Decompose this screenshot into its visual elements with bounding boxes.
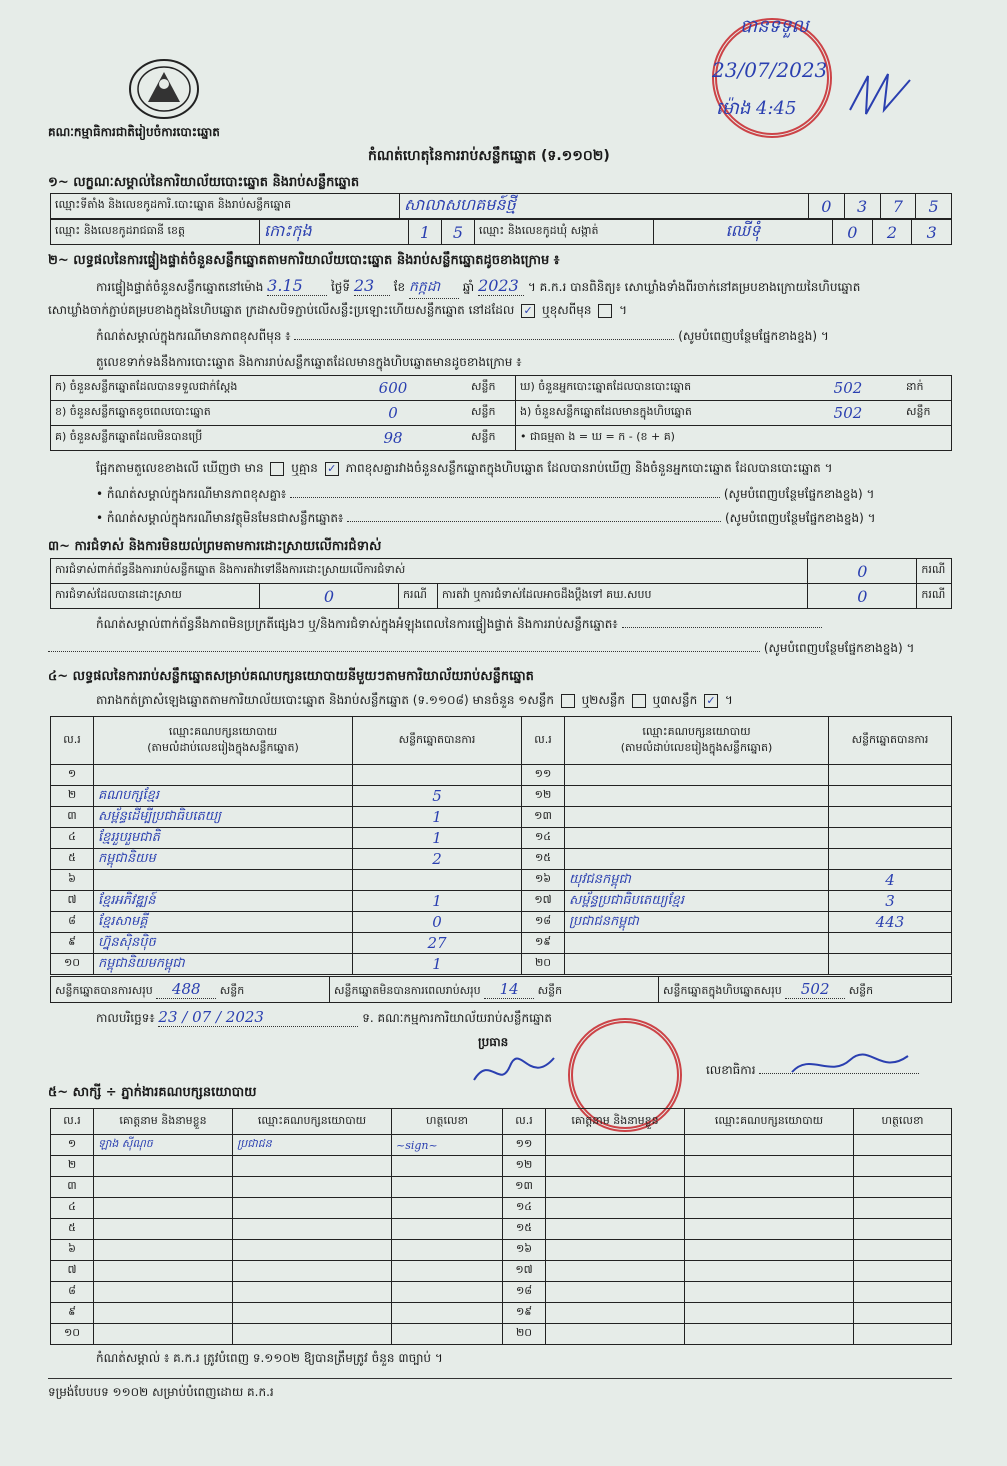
received-date: 23/07/2023: [712, 58, 828, 82]
s5-row-party-right: [685, 1219, 854, 1240]
s2-left-value-1: 0: [319, 401, 467, 426]
section1-table-row2: [50, 219, 952, 245]
s5-row-party-right: [685, 1324, 854, 1345]
s2-line2: សោឃ្លាំងចាក់ភ្ជាប់គម្របខាងក្នុងនៃហិបឆ្នោត ក្រដាសបិទភ្ជាប់លើសន្លឹះប្រឡោះហើយសន្លឹកឆ្នោត នៅដដែល ✓ ឬខុសពីមុន ។: [48, 303, 628, 317]
s5-table-row: [51, 1135, 952, 1156]
s4-row-party: ហ្វ៊ុនស៊ិនប៉ិច: [94, 933, 353, 954]
form-title: កំណត់ហេតុនៃការរាប់សន្លឹកឆ្នោត (ទ.១១០២): [368, 148, 610, 164]
chair-signature: [470, 1050, 560, 1099]
s5-row-no-right: ២០: [503, 1324, 546, 1345]
s4-total-box-cell: សន្លឹកឆ្នោតក្នុងហិបឆ្នោតសរុប 502 សន្លឹក: [659, 977, 952, 1003]
s4-total-invalid-cell: សន្លឹកឆ្នោតមិនបានការពេលរាប់សរុប 14 សន្លឹក: [330, 977, 659, 1003]
s5-row-sign-right: [854, 1282, 952, 1303]
s3-row1-unit: ករណី: [917, 559, 952, 584]
s4-row-no: ៥: [51, 849, 94, 870]
s5-table-row: [51, 1261, 952, 1282]
s5-table-row: [51, 1219, 952, 1240]
s3-row2-label: ការជំទាស់ដែលបានដោះស្រាយ: [51, 584, 260, 609]
s5-row-sign: [392, 1156, 503, 1177]
three-sheet-checkbox[interactable]: ✓: [704, 694, 718, 708]
s5-row-name-right: [546, 1219, 685, 1240]
s5-row-name: [94, 1261, 233, 1282]
s4-row-votes: 1: [353, 954, 522, 975]
s2-right-label-1: ង) ចំនួនសន្លឹកឆ្នោតដែលមានក្នុងហិបឆ្នោត: [516, 401, 795, 426]
s5-row-sign-right: [854, 1198, 952, 1219]
s5-table-row: [51, 1282, 952, 1303]
s3-row2b-label: ការតវ៉ា ឬការជំទាស់ដែលអាចដឹងប្តឹងទៅ គឃ.សបប: [438, 584, 808, 609]
s4-row-party: ខ្មែររួបរួមជាតិ: [94, 828, 353, 849]
s4-row-party: [94, 870, 353, 891]
s4-row-votes: [353, 870, 522, 891]
s4-col-votes-right: សន្លឹកឆ្នោតបានការ: [829, 717, 952, 765]
s1-row1-code-0: 0: [809, 194, 845, 219]
s5-row-name-right: [546, 1135, 685, 1156]
nec-logo: [128, 58, 200, 120]
s4-row-party: សម្ព័ន្ធដើម្បីប្រជាធិបតេយ្យ: [94, 807, 353, 828]
section3-title: ៣~ ការជំទាស់ និងការមិនយល់ព្រមតាមការដោះស្រាយលើការជំទាស់: [48, 539, 382, 554]
s5-row-no: ៦: [51, 1240, 94, 1261]
s5-header-row: [51, 1109, 952, 1135]
s1-row2-commune-value: ឈើទុំ: [654, 220, 833, 245]
s4-row-votes-right: [829, 849, 952, 870]
s5-row-no: ៨: [51, 1282, 94, 1303]
s2-right-value-0: 502: [794, 376, 902, 401]
s5-witness-table: [50, 1108, 952, 1345]
s2-left-value-2: 98: [319, 426, 467, 451]
s5-row-party: [233, 1240, 392, 1261]
s4-row-no-right: ២០: [522, 954, 565, 975]
s5-col-party: ឈ្មោះគណបក្សនយោបាយ: [233, 1109, 392, 1135]
s5-table-row: [51, 1324, 952, 1345]
s5-row-no: ២: [51, 1156, 94, 1177]
s4-results-table: [50, 716, 952, 975]
s5-row-party: ប្រជាជន: [233, 1135, 392, 1156]
s3-row2-unit: ករណី: [399, 584, 438, 609]
s1-row1-code-1: 3: [844, 194, 880, 219]
received-signature: [848, 70, 918, 123]
s4-row-no-right: ១៨: [522, 912, 565, 933]
s4-row-party-right: [565, 849, 829, 870]
s4-totals: [50, 976, 952, 1003]
s4-col-votes: សន្លឹកឆ្នោតបានការ: [353, 717, 522, 765]
s4-row-no: ១០: [51, 954, 94, 975]
s2-bullet1: • កំណត់សម្គាល់ក្នុងករណីមានភាពខុសគ្នា៖ (សូមបំពេញបន្ថែមផ្នែកខាងខ្នង) ។: [96, 487, 875, 501]
s4-row-votes: 0: [353, 912, 522, 933]
s5-row-name: [94, 1324, 233, 1345]
s4-row-party: កម្ពុជានិយមកម្ពុជា: [94, 954, 353, 975]
s5-row-no: ៩: [51, 1303, 94, 1324]
s4-row-no: ៧: [51, 891, 94, 912]
s5-table-row: [51, 1198, 952, 1219]
s5-row-sign: [392, 1324, 503, 1345]
s3-row2-value: 0: [260, 584, 399, 609]
s5-row-name: [94, 1219, 233, 1240]
s5-row-sign: ~sign~: [392, 1135, 503, 1156]
s4-row-votes-right: 443: [829, 912, 952, 933]
s4-header-row: [51, 717, 952, 765]
s4-table-row: [51, 870, 952, 891]
s1-row2-code-1: 5: [442, 220, 475, 245]
s2-left-unit-1: សន្លឹក: [467, 401, 516, 426]
s4-row-votes-right: [829, 828, 952, 849]
s5-table-row: [51, 1156, 952, 1177]
s2-row-1: [51, 401, 952, 426]
s5-row-sign-right: [854, 1240, 952, 1261]
s4-row-party: កម្ពុជានិយម: [94, 849, 353, 870]
s5-row-sign: [392, 1177, 503, 1198]
s5-row-sign-right: [854, 1135, 952, 1156]
s5-col-sign-right: ហត្ថលេខា: [854, 1109, 952, 1135]
s4-table-row: [51, 912, 952, 933]
s4-intro: តារាងកត់ត្រាសំឡេងឆ្នោតតាមការិយាល័យបោះឆ្នោត និងរាប់សន្លឹកឆ្នោត (ទ.១១០៨) មានចំនួន ១សន្លឹក ឬ២សន្លឹក ឬ៣សន្លឹក ✓ ។: [96, 693, 733, 707]
s4-row-no-right: ១៦: [522, 870, 565, 891]
s2-right-unit-1: សន្លឹក: [902, 401, 952, 426]
s5-row-name-right: [546, 1282, 685, 1303]
s5-col-no-right: ល.រ: [503, 1109, 546, 1135]
s1-row2-label: ឈ្មោះ និងលេខកូដរាជធានី ខេត្ត: [51, 220, 260, 245]
s2-left-label-0: ក) ចំនួនសន្លឹកឆ្នោតដែលបានទទួលជាក់ស្តែង: [51, 376, 320, 401]
s4-row-party-right: [565, 786, 829, 807]
s5-row-party-right: [685, 1135, 854, 1156]
s3-note-fill: (សូមបំពេញបន្ថែមផ្នែកខាងខ្នង) ។: [48, 640, 914, 658]
s4-row-votes: 2: [353, 849, 522, 870]
s4-col-no: ល.រ: [51, 717, 94, 765]
s5-table-row: [51, 1177, 952, 1198]
has-difference-checkbox[interactable]: [270, 462, 284, 476]
secretary-signature: [790, 1050, 910, 1083]
s1-row2-commune-label: ឈ្មោះ និងលេខកូដឃុំ សង្កាត់: [475, 220, 654, 245]
s2-row-0: [51, 376, 952, 401]
s3-row1-value: 0: [808, 559, 917, 584]
s5-row-name-right: [546, 1156, 685, 1177]
s4-table-row: [51, 891, 952, 912]
s2-note-line: កំណត់សម្គាល់ក្នុងករណីមានភាពខុសពីមុន ៖ (សូមបំពេញបន្ថែមផ្នែកខាងខ្នង) ។: [96, 329, 829, 343]
chair-label: ប្រធាន: [478, 1035, 509, 1049]
s4-row-votes: [353, 765, 522, 786]
s5-row-name-right: [546, 1324, 685, 1345]
s4-table-row: [51, 849, 952, 870]
s2-bullet2: • កំណត់សម្គាល់ក្នុងករណីមានវត្ថុមិនមែនជាសន្លឹកឆ្នោត៖ (សូមបំពេញបន្ថែមផ្នែកខាងខ្នង) ។: [96, 511, 876, 525]
section1-table: [50, 193, 952, 219]
s2-left-unit-0: សន្លឹក: [467, 376, 516, 401]
s4-row-no: ៣: [51, 807, 94, 828]
s2-left-value-0: 600: [319, 376, 467, 401]
s4-row-no-right: ១១: [522, 765, 565, 786]
s2-right-label-0: ឃ) ចំនួនអ្នកបោះឆ្នោតដែលបានបោះឆ្នោត: [516, 376, 795, 401]
s4-row-votes-right: [829, 933, 952, 954]
s5-row-party-right: [685, 1156, 854, 1177]
s4-row-party: ខ្មែរអភិវឌ្ឍន៍: [94, 891, 353, 912]
s4-table-row: [51, 807, 952, 828]
s5-row-no-right: ១១: [503, 1135, 546, 1156]
s4-row-party-right: យុវជនកម្ពុជា: [565, 870, 829, 891]
s4-row-party-right: [565, 954, 829, 975]
s4-row-no-right: ១៥: [522, 849, 565, 870]
s5-row-party: [233, 1324, 392, 1345]
s5-row-sign-right: [854, 1156, 952, 1177]
received-time: ម៉ោង 4:45: [716, 98, 797, 119]
s4-row-votes-right: [829, 765, 952, 786]
s4-table-row: [51, 765, 952, 786]
s4-row-no-right: ១៧: [522, 891, 565, 912]
s3-row2b-unit: ករណី: [917, 584, 952, 609]
s2-left-unit-2: សន្លឹក: [467, 426, 516, 451]
s5-row-name: [94, 1198, 233, 1219]
s4-col-party-right: ឈ្មោះគណបក្សនយោបាយ (តាមលំដាប់លេខរៀងក្នុងសន្លឹកឆ្នោត): [565, 717, 829, 765]
s4-row-votes: 1: [353, 828, 522, 849]
s4-row-votes-right: 3: [829, 891, 952, 912]
s4-row-votes: 1: [353, 891, 522, 912]
s5-row-name-right: [546, 1240, 685, 1261]
s3-table: [50, 558, 952, 609]
s1-row2-commune-code-1: 2: [872, 220, 912, 245]
s5-row-party: [233, 1303, 392, 1324]
s4-col-party: ឈ្មោះគណបក្សនយោបាយ (តាមលំដាប់លេខរៀងក្នុងសន្លឹកឆ្នោត): [94, 717, 353, 765]
s5-row-party: [233, 1198, 392, 1219]
s4-date-line: កាលបរិច្ឆេទ៖ 23 / 07 / 2023 ទ. គណៈកម្មការការិយាល័យរាប់សន្លឹកឆ្នោត: [96, 1008, 552, 1026]
one-sheet-checkbox[interactable]: [561, 694, 575, 708]
s5-row-party-right: [685, 1282, 854, 1303]
s4-row-no: ៤: [51, 828, 94, 849]
s4-row-party: ខ្មែរសាមគ្គី: [94, 912, 353, 933]
s4-row-votes-right: 4: [829, 870, 952, 891]
s5-row-no: ៣: [51, 1177, 94, 1198]
s5-row-party: [233, 1219, 392, 1240]
s2-right-value-1: 502: [794, 401, 902, 426]
s5-row-name-right: [546, 1303, 685, 1324]
footer-rule: [48, 1378, 952, 1379]
s5-row-sign: [392, 1198, 503, 1219]
section4-title: ៤~ លទ្ធផលនៃការរាប់សន្លឹកឆ្នោតសម្រាប់គណបក្សនយោបាយនីមួយៗតាមការិយាល័យរាប់សន្លឹកឆ្នោត: [48, 669, 534, 684]
s5-col-name-right: គោត្តនាម និងនាមខ្លួន: [546, 1109, 685, 1135]
s1-row1-code-3: 5: [916, 194, 952, 219]
s4-row-party-right: [565, 828, 829, 849]
s4-row-no: ១: [51, 765, 94, 786]
s4-row-party-right: [565, 933, 829, 954]
s5-row-no-right: ១៤: [503, 1198, 546, 1219]
s5-row-sign-right: [854, 1303, 952, 1324]
s4-table-row: [51, 933, 952, 954]
s5-col-name: គោត្តនាម និងនាមខ្លួន: [94, 1109, 233, 1135]
s4-row-party-right: ប្រជាជនកម្ពុជា: [565, 912, 829, 933]
s5-row-no-right: ១៦: [503, 1240, 546, 1261]
s5-row-no-right: ១២: [503, 1156, 546, 1177]
s1-row2-code-0: 1: [409, 220, 442, 245]
s5-row-no-right: ១៧: [503, 1261, 546, 1282]
s4-row-no: ៨: [51, 912, 94, 933]
s5-row-no-right: ១៣: [503, 1177, 546, 1198]
received-label: បានទទួល: [740, 16, 809, 37]
s5-row-name: [94, 1282, 233, 1303]
s5-row-no: ១: [51, 1135, 94, 1156]
two-sheet-checkbox[interactable]: [632, 694, 646, 708]
s5-row-name: [94, 1303, 233, 1324]
no-difference-checkbox[interactable]: ✓: [325, 462, 339, 476]
s5-row-sign: [392, 1261, 503, 1282]
same-checkbox[interactable]: ✓: [521, 304, 535, 318]
s4-row-no: ២: [51, 786, 94, 807]
s5-row-party-right: [685, 1198, 854, 1219]
s3-note: កំណត់សម្គាល់ពាក់ព័ន្ធនឹងភាពមិនប្រក្រតីផ្សេងៗ ឬ/និងការជំទាស់ក្នុងអំឡុងពេលនៃការផ្ទៀងផ្ទាត់ និងការរាប់សន្លឹកឆ្នោត៖: [96, 616, 822, 634]
s5-row-party-right: [685, 1261, 854, 1282]
s2-compare: ផ្អែកតាមតួលេខខាងលើ ឃើញថា មាន ឬគ្មាន ✓ ភាពខុសគ្នារវាងចំនួនសន្លឹកឆ្នោតក្នុងហិបឆ្នោត ដែលបានរាប់ឃើញ និងចំនួនអ្នកបោះឆ្នោត ដែលបានបោះឆ្នោត ។: [96, 461, 833, 475]
s3-row1-label: ការជំទាស់ពាក់ព័ន្ធនឹងការរាប់សន្លឹកឆ្នោត និងការតវ៉ាទៅនឹងការដោះស្រាយលើការជំទាស់: [51, 559, 808, 584]
s5-row-sign: [392, 1219, 503, 1240]
s5-col-sign: ហត្ថលេខា: [392, 1109, 503, 1135]
section5-title: ៥~ សាក្សី ÷ ភ្នាក់ងារគណបក្សនយោបាយ: [48, 1085, 257, 1100]
s4-row-no-right: ១២: [522, 786, 565, 807]
s5-row-party-right: [685, 1303, 854, 1324]
s5-table-row: [51, 1303, 952, 1324]
s4-row-party-right: [565, 807, 829, 828]
s5-row-no: ៥: [51, 1219, 94, 1240]
s5-row-no-right: ១៥: [503, 1219, 546, 1240]
s2-line1: ការផ្ទៀងផ្ទាត់ចំនួនសន្លឹកឆ្នោតនៅម៉ោង 3.15 ថ្ងៃទី 23 ខែ កក្កដា ឆ្នាំ 2023 ។ គ.ក.រ បានពិនិត្យ៖ សោឃ្លាំងទាំងពីរចាក់នៅគម្របខាងក្រោយនៃហិបឆ្នោត: [96, 276, 860, 299]
s5-row-name: [94, 1240, 233, 1261]
s5-row-party-right: [685, 1240, 854, 1261]
s5-row-no: ៧: [51, 1261, 94, 1282]
s5-col-no: ល.រ: [51, 1109, 94, 1135]
s4-row-no: ៩: [51, 933, 94, 954]
s3-row2b-value: 0: [808, 584, 917, 609]
footer-note: កំណត់សម្គាល់ ៖ គ.ក.រ ត្រូវបំពេញ ទ.១១០២ ឱ្យបានត្រឹមត្រូវ ចំនួន ៣ច្បាប់ ។: [96, 1351, 443, 1365]
s1-row1-value: សាលាសហគមន៍ថ្មី: [400, 194, 809, 219]
s5-row-sign-right: [854, 1177, 952, 1198]
s4-table-row: [51, 786, 952, 807]
s2-numbers-intro: តួលេខទាក់ទងនឹងការបោះឆ្នោត និងការរាប់សន្លឹកឆ្នោតដែលមានក្នុងហិបឆ្នោតមានដូចខាងក្រោម ៖: [96, 355, 522, 369]
s4-row-party-right: សម្ព័ន្ធប្រជាធិបតេយ្យខ្មែរ: [565, 891, 829, 912]
s5-row-name: [94, 1177, 233, 1198]
s5-row-party-right: [685, 1177, 854, 1198]
s5-row-name: ឡាង ស៊ីណុច: [94, 1135, 233, 1156]
s4-row-votes: 1: [353, 807, 522, 828]
s4-row-votes-right: [829, 954, 952, 975]
s5-row-party: [233, 1282, 392, 1303]
org-name: គណៈកម្មាធិការជាតិរៀបចំការបោះឆ្នោត: [48, 125, 220, 139]
section2-title: ២~ លទ្ធផលនៃការផ្ទៀងផ្ទាត់ចំនួនសន្លឹកឆ្នោតតាមការិយាល័យបោះឆ្នោត និងរាប់សន្លឹកឆ្នោតដូចខាងក្រោម ៖: [48, 253, 560, 268]
s2-row-2: [51, 426, 952, 451]
section1-title: ១~ លក្ខណៈសម្គាល់នៃការិយាល័យបោះឆ្នោត និងរាប់សន្លឹកឆ្នោត: [48, 175, 360, 190]
s4-row-party: គណបក្សខ្មែរ: [94, 786, 353, 807]
s4-col-no-right: ល.រ: [522, 717, 565, 765]
s1-row2-value: កោះកុង: [260, 220, 409, 245]
s4-row-party-right: [565, 765, 829, 786]
s1-row1-label: ឈ្មោះទីតាំង និងលេខកូដការិ.បោះឆ្នោត និងរាប់សន្លឹកឆ្នោត: [51, 194, 400, 219]
s4-row-votes: 5: [353, 786, 522, 807]
s5-row-sign-right: [854, 1261, 952, 1282]
s5-row-no-right: ១៨: [503, 1282, 546, 1303]
s1-row2-commune-code-0: 0: [833, 220, 873, 245]
s5-row-sign-right: [854, 1219, 952, 1240]
s5-row-no: ៤: [51, 1198, 94, 1219]
s1-row2-commune-code-2: 3: [912, 220, 952, 245]
s5-row-name-right: [546, 1261, 685, 1282]
s2-right-unit-0: នាក់: [902, 376, 952, 401]
s5-row-sign: [392, 1282, 503, 1303]
footer-model: ទម្រង់បែបបទ ១១០២ សម្រាប់បំពេញដោយ គ.ក.រ: [48, 1385, 274, 1399]
s5-row-party: [233, 1156, 392, 1177]
s2-left-label-1: ខ) ចំនួនសន្លឹកឆ្នោតខូចពេលបោះឆ្នោត: [51, 401, 320, 426]
s5-row-sign: [392, 1303, 503, 1324]
s4-row-votes: 27: [353, 933, 522, 954]
s4-row-no-right: ១៤: [522, 828, 565, 849]
s1-row1-code-2: 7: [880, 194, 916, 219]
s4-row-no-right: ១៩: [522, 933, 565, 954]
s4-row-no-right: ១៣: [522, 807, 565, 828]
s5-row-name-right: [546, 1177, 685, 1198]
s5-row-sign: [392, 1240, 503, 1261]
s5-row-sign-right: [854, 1324, 952, 1345]
s4-row-no: ៦: [51, 870, 94, 891]
s2-left-label-2: គ) ចំនួនសន្លឹកឆ្នោតដែលមិនបានប្រើ: [51, 426, 320, 451]
s5-col-party-right: ឈ្មោះគណបក្សនយោបាយ: [685, 1109, 854, 1135]
s5-row-no-right: ១៩: [503, 1303, 546, 1324]
secretary-line: លេខាធិការ: [706, 1062, 919, 1080]
s4-table-row: [51, 828, 952, 849]
s4-total-valid-cell: សន្លឹកឆ្នោតបានការសរុប 488 សន្លឹក: [51, 977, 330, 1003]
s5-row-party: [233, 1177, 392, 1198]
s4-row-votes-right: [829, 786, 952, 807]
s2-numbers-table: [50, 375, 952, 451]
s5-row-name: [94, 1156, 233, 1177]
s4-table-row: [51, 954, 952, 975]
s2-formula: • ជាធម្មតា ង = ឃ = ក - (ខ + គ): [516, 426, 952, 451]
s4-row-party: [94, 765, 353, 786]
s4-row-votes-right: [829, 807, 952, 828]
s5-row-party: [233, 1261, 392, 1282]
s5-row-no: ១០: [51, 1324, 94, 1345]
different-checkbox[interactable]: [598, 304, 612, 318]
s5-row-name-right: [546, 1198, 685, 1219]
s5-table-row: [51, 1240, 952, 1261]
